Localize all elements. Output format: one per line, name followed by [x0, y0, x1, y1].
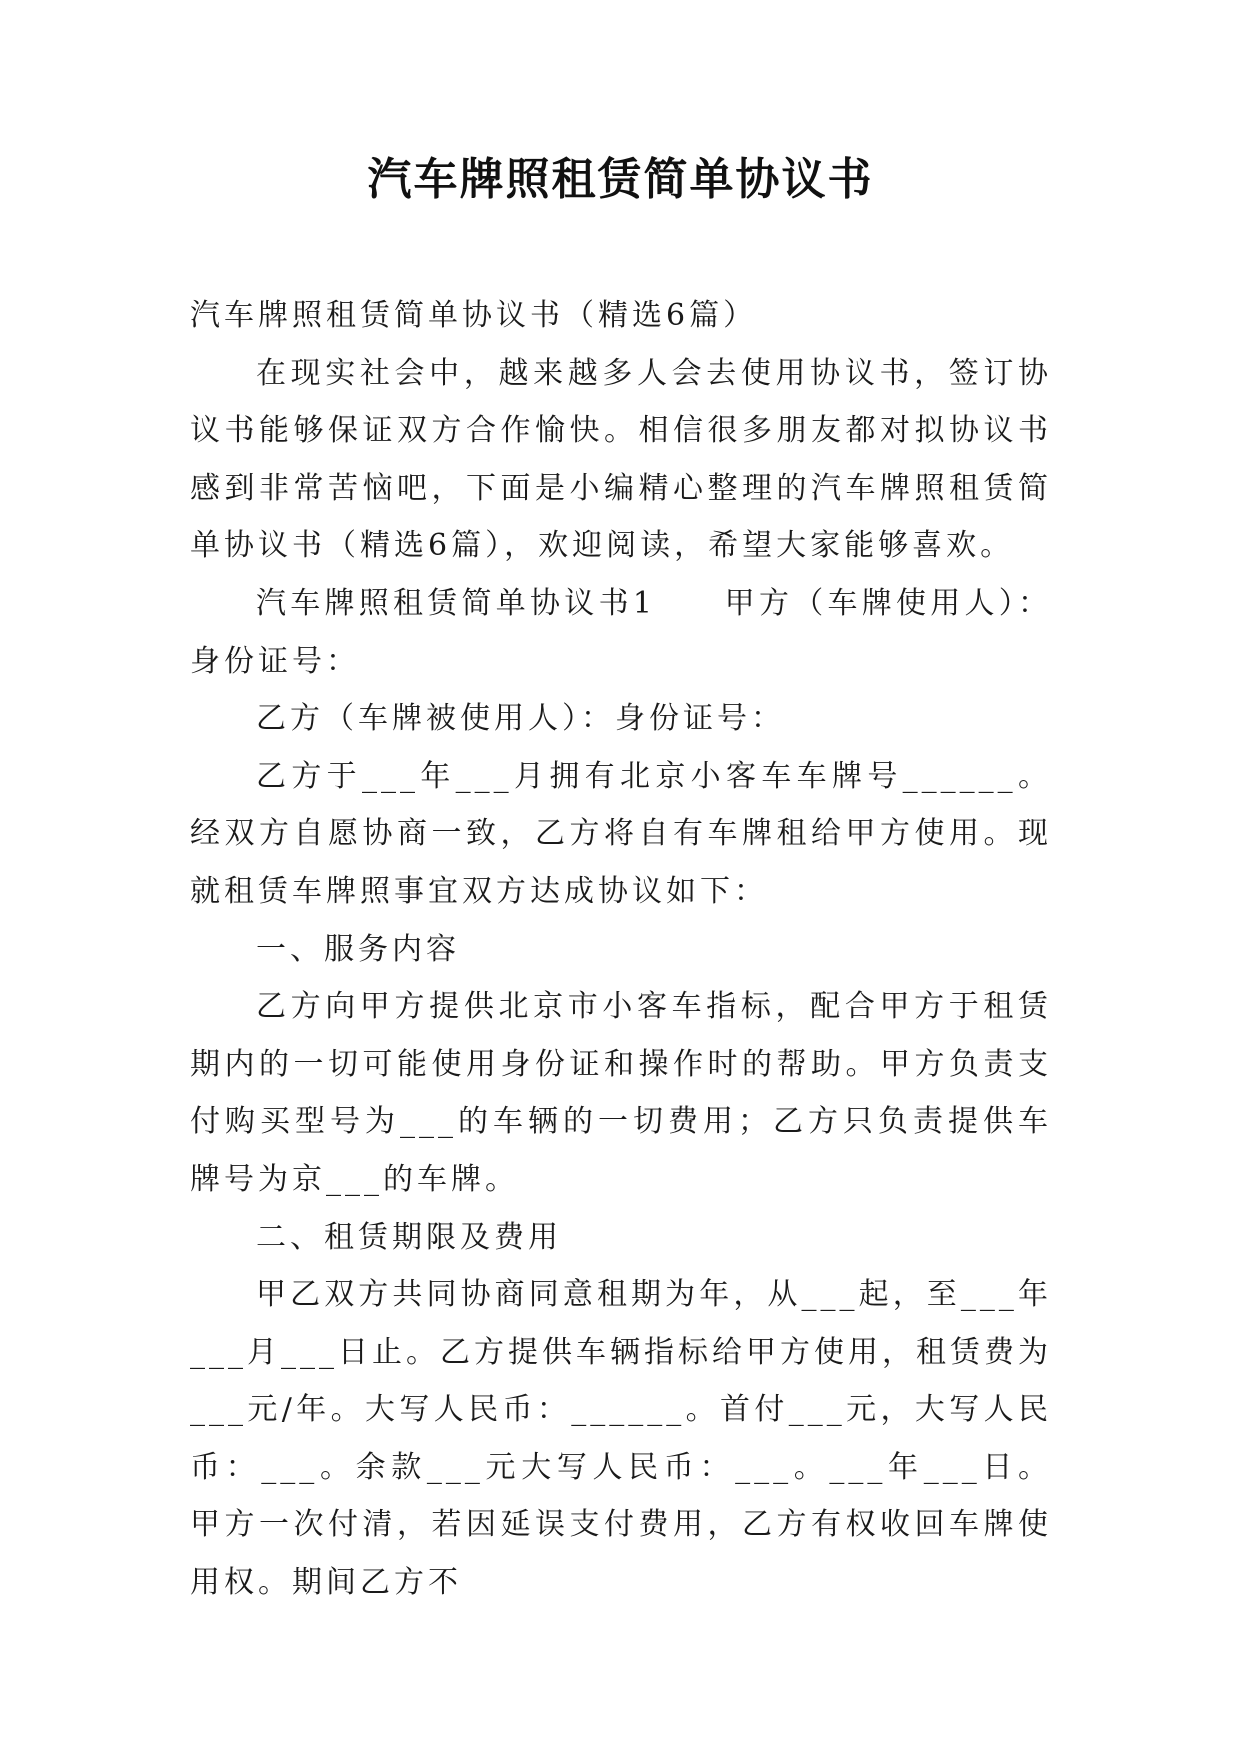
- paragraph-term-fees: 甲乙双方共同协商同意租期为年，从___起，至___年___月___日止。乙方提供车辆指标给甲方使用，租赁费为___元/年。大写人民币：______。首付___元，大写人民币：___。余款___元大写人民币：___。___年___日。甲方一次付清，若因延误支付费用，乙方有权收回车牌使用权。期间乙方不: [190, 1277, 1052, 1601]
- document-title: 汽车牌照租赁简单协议书: [367, 154, 874, 205]
- document-body: [190, 287, 1052, 1612]
- paragraph-agreement-basis: 乙方于___年___月拥有北京小客车车牌号______。经双方自愿协商一致，乙方将自有车牌租给甲方使用。现就租赁车牌照事宜双方达成协议如下：: [190, 758, 1052, 909]
- paragraph-intro: 在现实社会中，越来越多人会去使用协议书，签订协议书能够保证双方合作愉快。相信很多朋友都对拟协议书感到非常苦恼吧，下面是小编精心整理的汽车牌照租赁简单协议书（精选6篇），欢迎阅读，希望大家能够喜欢。: [190, 355, 1052, 564]
- paragraph-party-b: 乙方（车牌被使用人）：身份证号：: [256, 701, 785, 737]
- section-heading-term-fees: 二、租赁期限及费用: [256, 1219, 562, 1255]
- paragraph-service-content: 乙方向甲方提供北京市小客车指标，配合甲方于租赁期内的一切可能使用身份证和操作时的帮助。甲方负责支付购买型号为___的车辆的一切费用；乙方只负责提供车牌号为京___的车牌。: [190, 989, 1052, 1197]
- paragraph-subtitle: 汽车牌照租赁简单协议书（精选6篇）: [190, 298, 758, 333]
- paragraph-party-a: 汽车牌照租赁简单协议书1 甲方（车牌使用人）：身份证号：: [190, 585, 1052, 679]
- section-heading-service: 一、服务内容: [256, 931, 460, 967]
